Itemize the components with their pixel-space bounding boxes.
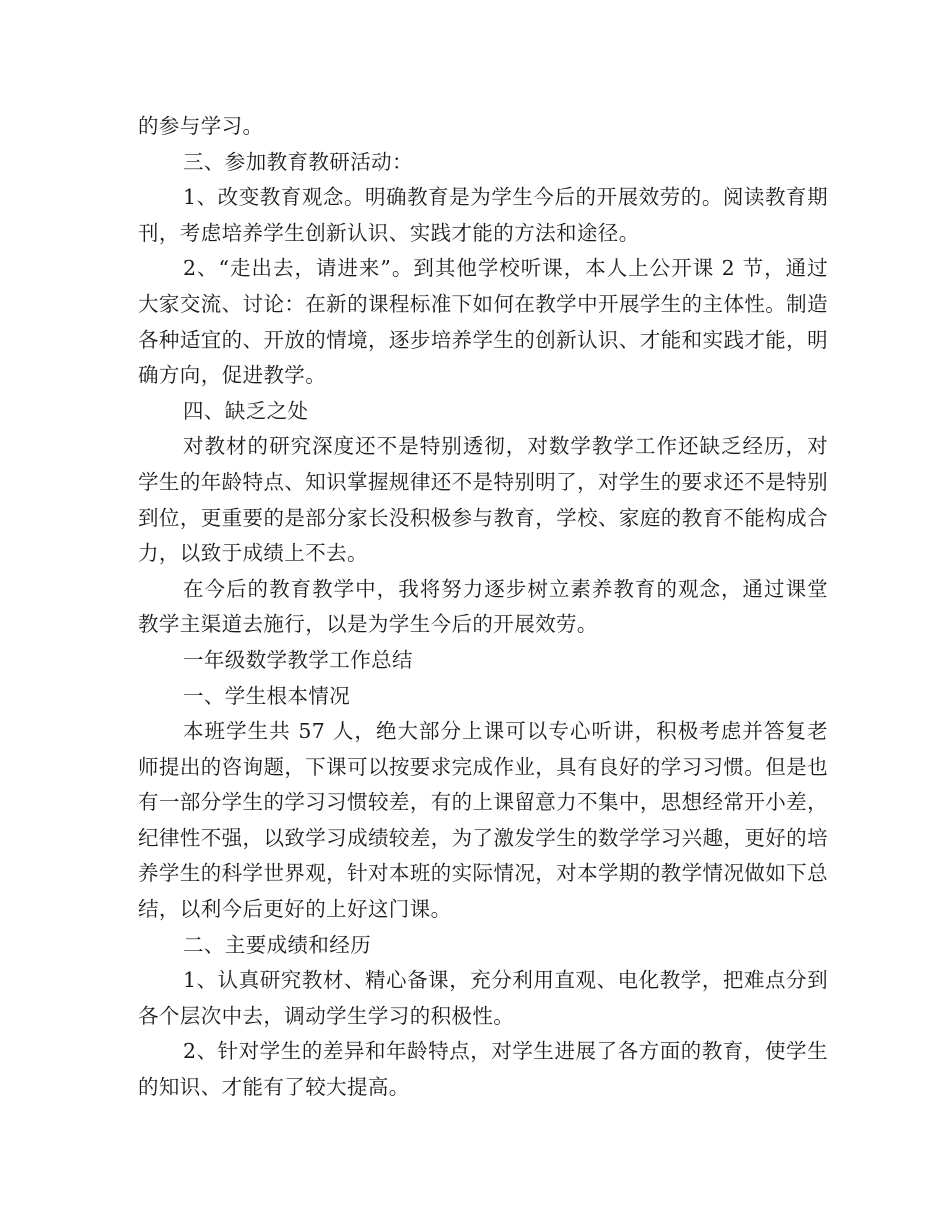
paragraph: 本班学生共 57 人，绝大部分上课可以专心听讲，积极考虑并答复老师提出的咨询题，下课可以按要求完成作业，具有良好的学习习惯。但是也有一部分学生的学习习惯较差，有的上课留意力不集中，思想经常开小差，纪律性不强，以致学习成绩较差，为了激发学生的数学学习兴趣，更好的培养学生的科学世界观，针对本班的实际情况，对本学期的教学情况做如下总结，以利今后更好的上好这门课。 <box>138 719 828 922</box>
document-title: 一年级数学教学工作总结 <box>183 647 413 672</box>
section-heading: 二、主要成绩和经历 <box>183 932 372 957</box>
paragraph: 2、“走出去，请进来”。到其他学校听课，本人上公开课 2 节，通过大家交流、讨论：在新的课程标准下如何在教学中开展学生的主体性。制造各种适宜的、开放的情境，逐步培养学生的创新认识、才能和实践才能，明确方向，促进教学。 <box>138 256 828 388</box>
section-heading: 一、学生根本情况 <box>183 683 351 708</box>
paragraph: 的参与学习。 <box>138 114 264 138</box>
paragraph: 对教材的研究深度还不是特别透彻，对数学教学工作还缺乏经历，对学生的年龄特点、知识掌握规律还不是特别明了，对学生的要求还不是特别到位，更重要的是部分家长没积极参与教育，学校、家庭的教育不能构成合力，以致于成绩上不去。 <box>138 434 828 566</box>
section-heading: 四、缺乏之处 <box>183 398 309 423</box>
document-body <box>138 109 828 1106</box>
paragraph: 1、认真研究教材、精心备课，充分利用直观、电化教学，把难点分到各个层次中去，调动学生学习的积极性。 <box>138 968 828 1028</box>
paragraph: 2、针对学生的差异和年龄特点，对学生进展了各方面的教育，使学生的知识、才能有了较大提高。 <box>138 1039 828 1100</box>
section-heading: 三、参加教育教研活动： <box>183 149 413 174</box>
paragraph: 在今后的教育教学中，我将努力逐步树立素养教育的观念，通过课堂教学主渠道去施行，以是为学生今后的开展效劳。 <box>138 576 828 637</box>
paragraph: 1、改变教育观念。明确教育是为学生今后的开展效劳的。阅读教育期刊，考虑培养学生创新认识、实践才能的方法和途径。 <box>138 185 828 245</box>
